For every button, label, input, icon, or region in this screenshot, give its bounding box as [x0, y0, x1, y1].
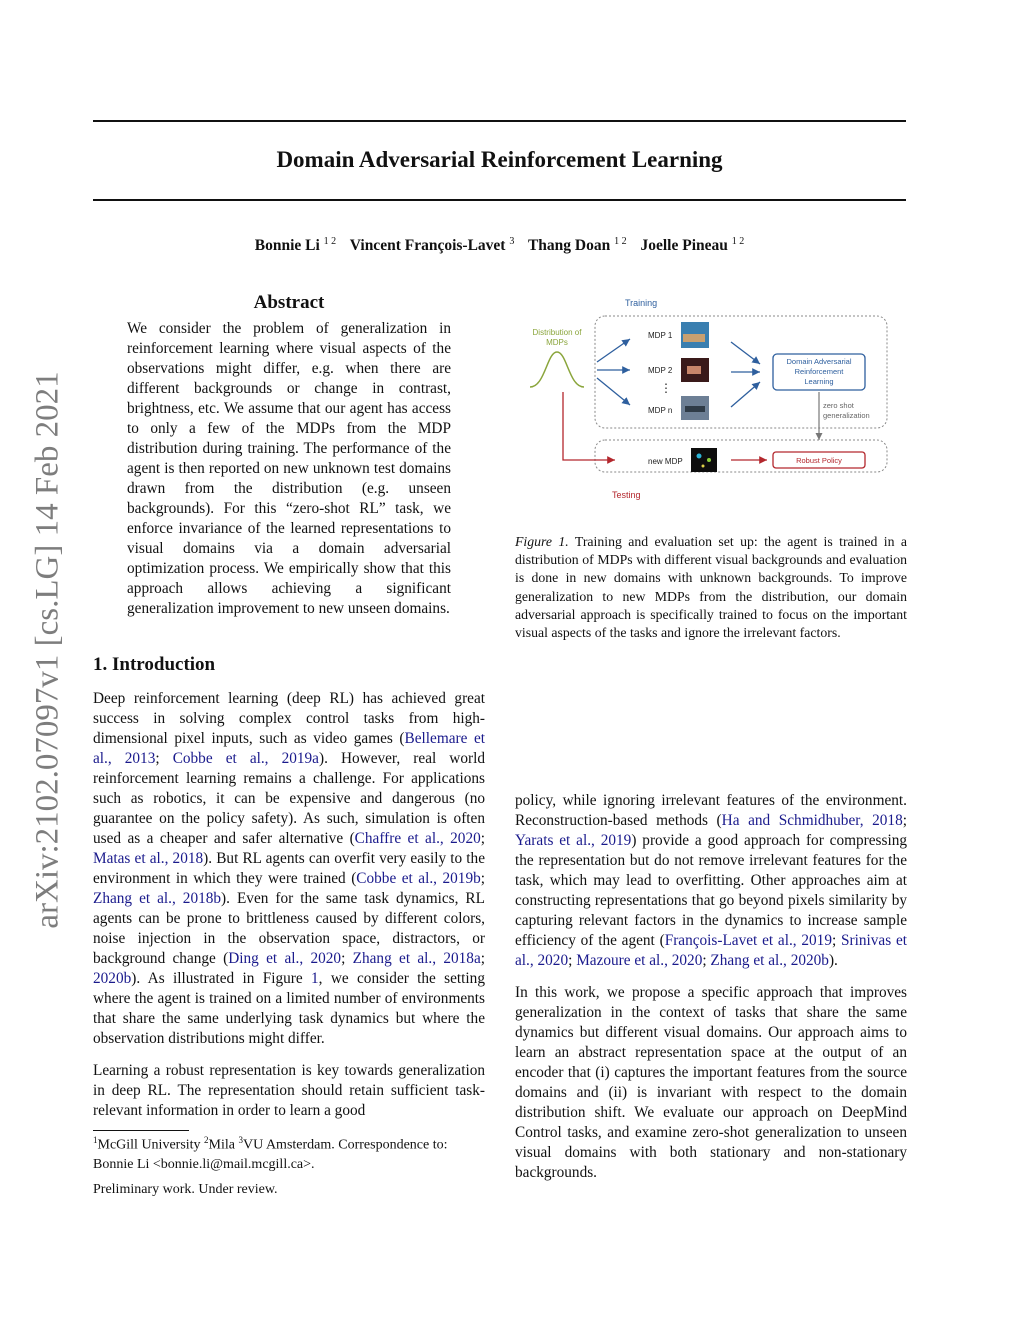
intro-paragraph-2: Learning a robust representation is key towards generalization in deep RL. The representation should retain sufficient task-relevant information in order to learn a good: [93, 1062, 485, 1119]
mdpn-label: MDP n: [648, 406, 673, 415]
author-name: Thang Doan: [527, 237, 611, 255]
author-list: [93, 236, 906, 255]
text-run: ;: [568, 952, 577, 969]
darl-label: Domain Adversarial: [786, 357, 852, 366]
distribution-label: Distribution of: [532, 328, 582, 337]
figure-1-caption-text: Training and evaluation set up: the agent is trained in a distribution of MDPs with different visual backgrounds and evaluation is done in new domains with unknown backgrounds. To improve generalization to new MDPs from the distribution, our domain adversarial approach is specifically trained to focus on the important visual aspects of the tasks and ignore the irrelevant factors.: [515, 534, 908, 641]
affiliation-footnote: [93, 1131, 485, 1174]
arrow-to-mdpn: [597, 378, 630, 405]
text-run: Deep reinforcement learning (deep RL) has achieved great success in solving complex control tasks from high-dimensional pixel inputs, such as video games (: [93, 690, 485, 747]
footnote-affil-mcgill: McGill University: [97, 1137, 205, 1153]
author-name: Joelle Pineau: [640, 237, 728, 255]
citation-link[interactable]: Bellemare et al., 2013: [93, 730, 485, 767]
mdp2-thumbnail-detail: [687, 366, 701, 374]
text-run: ;: [480, 830, 486, 847]
darl-label: Reinforcement: [794, 367, 844, 376]
author-affiliation: 1 2: [323, 236, 337, 247]
citation-link[interactable]: Mazoure et al., 2020: [576, 952, 703, 969]
author-affiliation: 1 2: [731, 236, 745, 247]
zero-shot-label: zero shot: [823, 401, 854, 410]
text-run: ;: [480, 870, 485, 887]
darl-label: Learning: [804, 377, 834, 386]
author-name: Vincent François-Lavet: [349, 237, 506, 255]
citation-link[interactable]: Ding et al., 2020: [228, 950, 342, 967]
footnote-marker: 1: [93, 1135, 98, 1145]
new-mdp-thumbnail-detail: [697, 454, 702, 459]
citation-link[interactable]: Cobbe et al., 2019a: [172, 750, 319, 767]
text-run: ). Even for the same task dynamics, RL agents can be prone to brittleness caused by different colors, noise injection in the observation space, distractors, or background change (: [93, 890, 485, 967]
citation-link[interactable]: Chaffre et al., 2020: [354, 830, 481, 847]
text-run: ;: [480, 950, 485, 967]
text-run: ;: [341, 950, 353, 967]
title-bottom-rule: [93, 199, 906, 201]
new-mdp-thumbnail-detail: [707, 458, 711, 462]
citation-link[interactable]: François-Lavet et al., 2019: [664, 932, 832, 949]
distribution-curve: [530, 352, 584, 387]
intro-paragraph-3: [515, 791, 907, 971]
abstract-text: We consider the problem of generalization in reinforcement learning where visual aspects of the observations might differ, e.g. when there are different backgrounds or change in contrast, brightness, etc. We assume that our agent has access to only a few of the MDPs from the MDP distribution during training. The performance of the agent is then reported on new unknown test domains drawn from the distribution (e.g. unseen backgrounds). For this “zero-shot RL” task, we enforce invariance of the learned representations to visual domains via a domain adversarial optimization process. We empirically show that this approach allows achieving a significant generalization improvement to new unseen domains.: [127, 320, 451, 617]
footnote-affil-vu-correspondence: VU Amsterdam. Correspondence to: Bonnie Li <bonnie.li@mail.mcgill.ca>.: [93, 1137, 448, 1172]
figure-1-label: Figure 1.: [515, 534, 569, 549]
arxiv-sidebar-stamp: arXiv:2102.07097v1 [cs.LG] 14 Feb 2021: [29, 371, 66, 929]
mdpn-thumbnail-detail: [685, 406, 705, 412]
robust-policy-label: Robust Policy: [796, 456, 842, 465]
citation-link[interactable]: 2020b: [93, 970, 132, 987]
text-run: ). But RL agents can overfit very easily to the environment in which they were trained (: [93, 850, 485, 887]
figure-1-diagram: [515, 292, 907, 510]
text-run: policy, while ignoring irrelevant features of the environment. Reconstruction-based methods (: [515, 792, 907, 829]
footnote-marker: 3: [238, 1135, 243, 1145]
author-name: Bonnie Li: [254, 237, 320, 255]
text-run: ) provide a good approach for compressing the representation but do not remove irrelevant features for the task, which may lead to overfitting. Other approaches aim at constructing representations that go beyond pixels similarity by capturing relevant factors in the dynamics to increase sample efficiency of the agent (: [515, 832, 907, 949]
new-mdp-thumbnail-detail: [702, 465, 705, 468]
citation-link[interactable]: Yarats et al., 2019: [515, 832, 632, 849]
arrow-to-mdp1: [597, 339, 630, 362]
arrow-to-new-mdp: [563, 392, 615, 460]
footnote-marker: 2: [204, 1135, 209, 1145]
arrow-mdpn-to-darl: [731, 382, 760, 407]
testing-label: Testing: [612, 490, 641, 500]
figure-1-caption: [515, 533, 907, 642]
citation-link[interactable]: Srinivas et al., 2020: [515, 932, 908, 969]
intro-paragraph-4: In this work, we propose a specific approach that improves generalization in the context of tasks that share the same dynamics but different visual domains. Our approach aims to learn an abstract representation space at the output of an encoder that (i) captures the important features from the source domains and (ii) is invariant with respect to the domain distribution shift. We evaluate our approach on DeepMind Control tasks, and examine zero-shot generalization to unseen visual domains with both stationary and non-stationary backgrounds.: [515, 984, 907, 1181]
mdp-ellipsis: ⋮: [660, 381, 672, 395]
citation-link[interactable]: Ha and Schmidhuber, 2018: [721, 812, 903, 829]
preliminary-notice: Preliminary work. Under review.: [93, 1182, 278, 1197]
text-run: ;: [155, 750, 173, 767]
text-run: , we consider the setting where the agent is trained on a limited number of environments that share the same underlying task dynamics but where the observation distributions might differ.: [93, 970, 485, 1047]
paper-title: Domain Adversarial Reinforcement Learning: [276, 147, 723, 172]
mdp1-thumbnail-detail: [683, 334, 705, 342]
text-run: ). However, real world reinforcement learning remains a challenge. For applications such as robotics, it can be expensive and dangerous (no guarantee on the policy safety). As such, simulation is often used as a cheaper and safer alternative (: [93, 750, 485, 847]
new-mdp-thumbnail: [691, 448, 717, 472]
mdp1-label: MDP 1: [648, 331, 673, 340]
new-mdp-label: new MDP: [648, 457, 683, 466]
text-run: ;: [831, 932, 842, 949]
left-column-body: [93, 689, 485, 1133]
figure-1-svg: [515, 292, 907, 510]
author-affiliation: 3: [509, 236, 515, 247]
mdp2-label: MDP 2: [648, 366, 673, 375]
right-column-body: [515, 791, 907, 1195]
citation-link[interactable]: 1: [311, 970, 319, 987]
training-label: Training: [625, 298, 658, 308]
citation-link[interactable]: Zhang et al., 2018b: [93, 890, 222, 907]
intro-paragraph-1: [93, 689, 485, 1049]
text-run: ;: [902, 812, 907, 829]
author-affiliation: 1 2: [614, 236, 627, 247]
citation-link[interactable]: Matas et al., 2018: [93, 850, 204, 867]
text-run: ;: [702, 952, 711, 969]
arrow-mdp1-to-darl: [731, 342, 760, 364]
top-rule: [93, 120, 906, 122]
citation-link[interactable]: Zhang et al., 2020b: [710, 952, 829, 969]
footnote-affil-mila: Mila: [208, 1137, 239, 1153]
text-run: ). As illustrated in Figure: [131, 970, 312, 987]
abstract-heading: Abstract: [253, 292, 325, 313]
introduction-heading: 1. Introduction: [93, 654, 216, 675]
citation-link[interactable]: Cobbe et al., 2019b: [356, 870, 481, 887]
text-run: ).: [828, 952, 838, 969]
citation-link[interactable]: Zhang et al., 2018a: [352, 950, 481, 967]
distribution-label: MDPs: [546, 338, 568, 347]
zero-shot-label: generalization: [823, 411, 870, 420]
